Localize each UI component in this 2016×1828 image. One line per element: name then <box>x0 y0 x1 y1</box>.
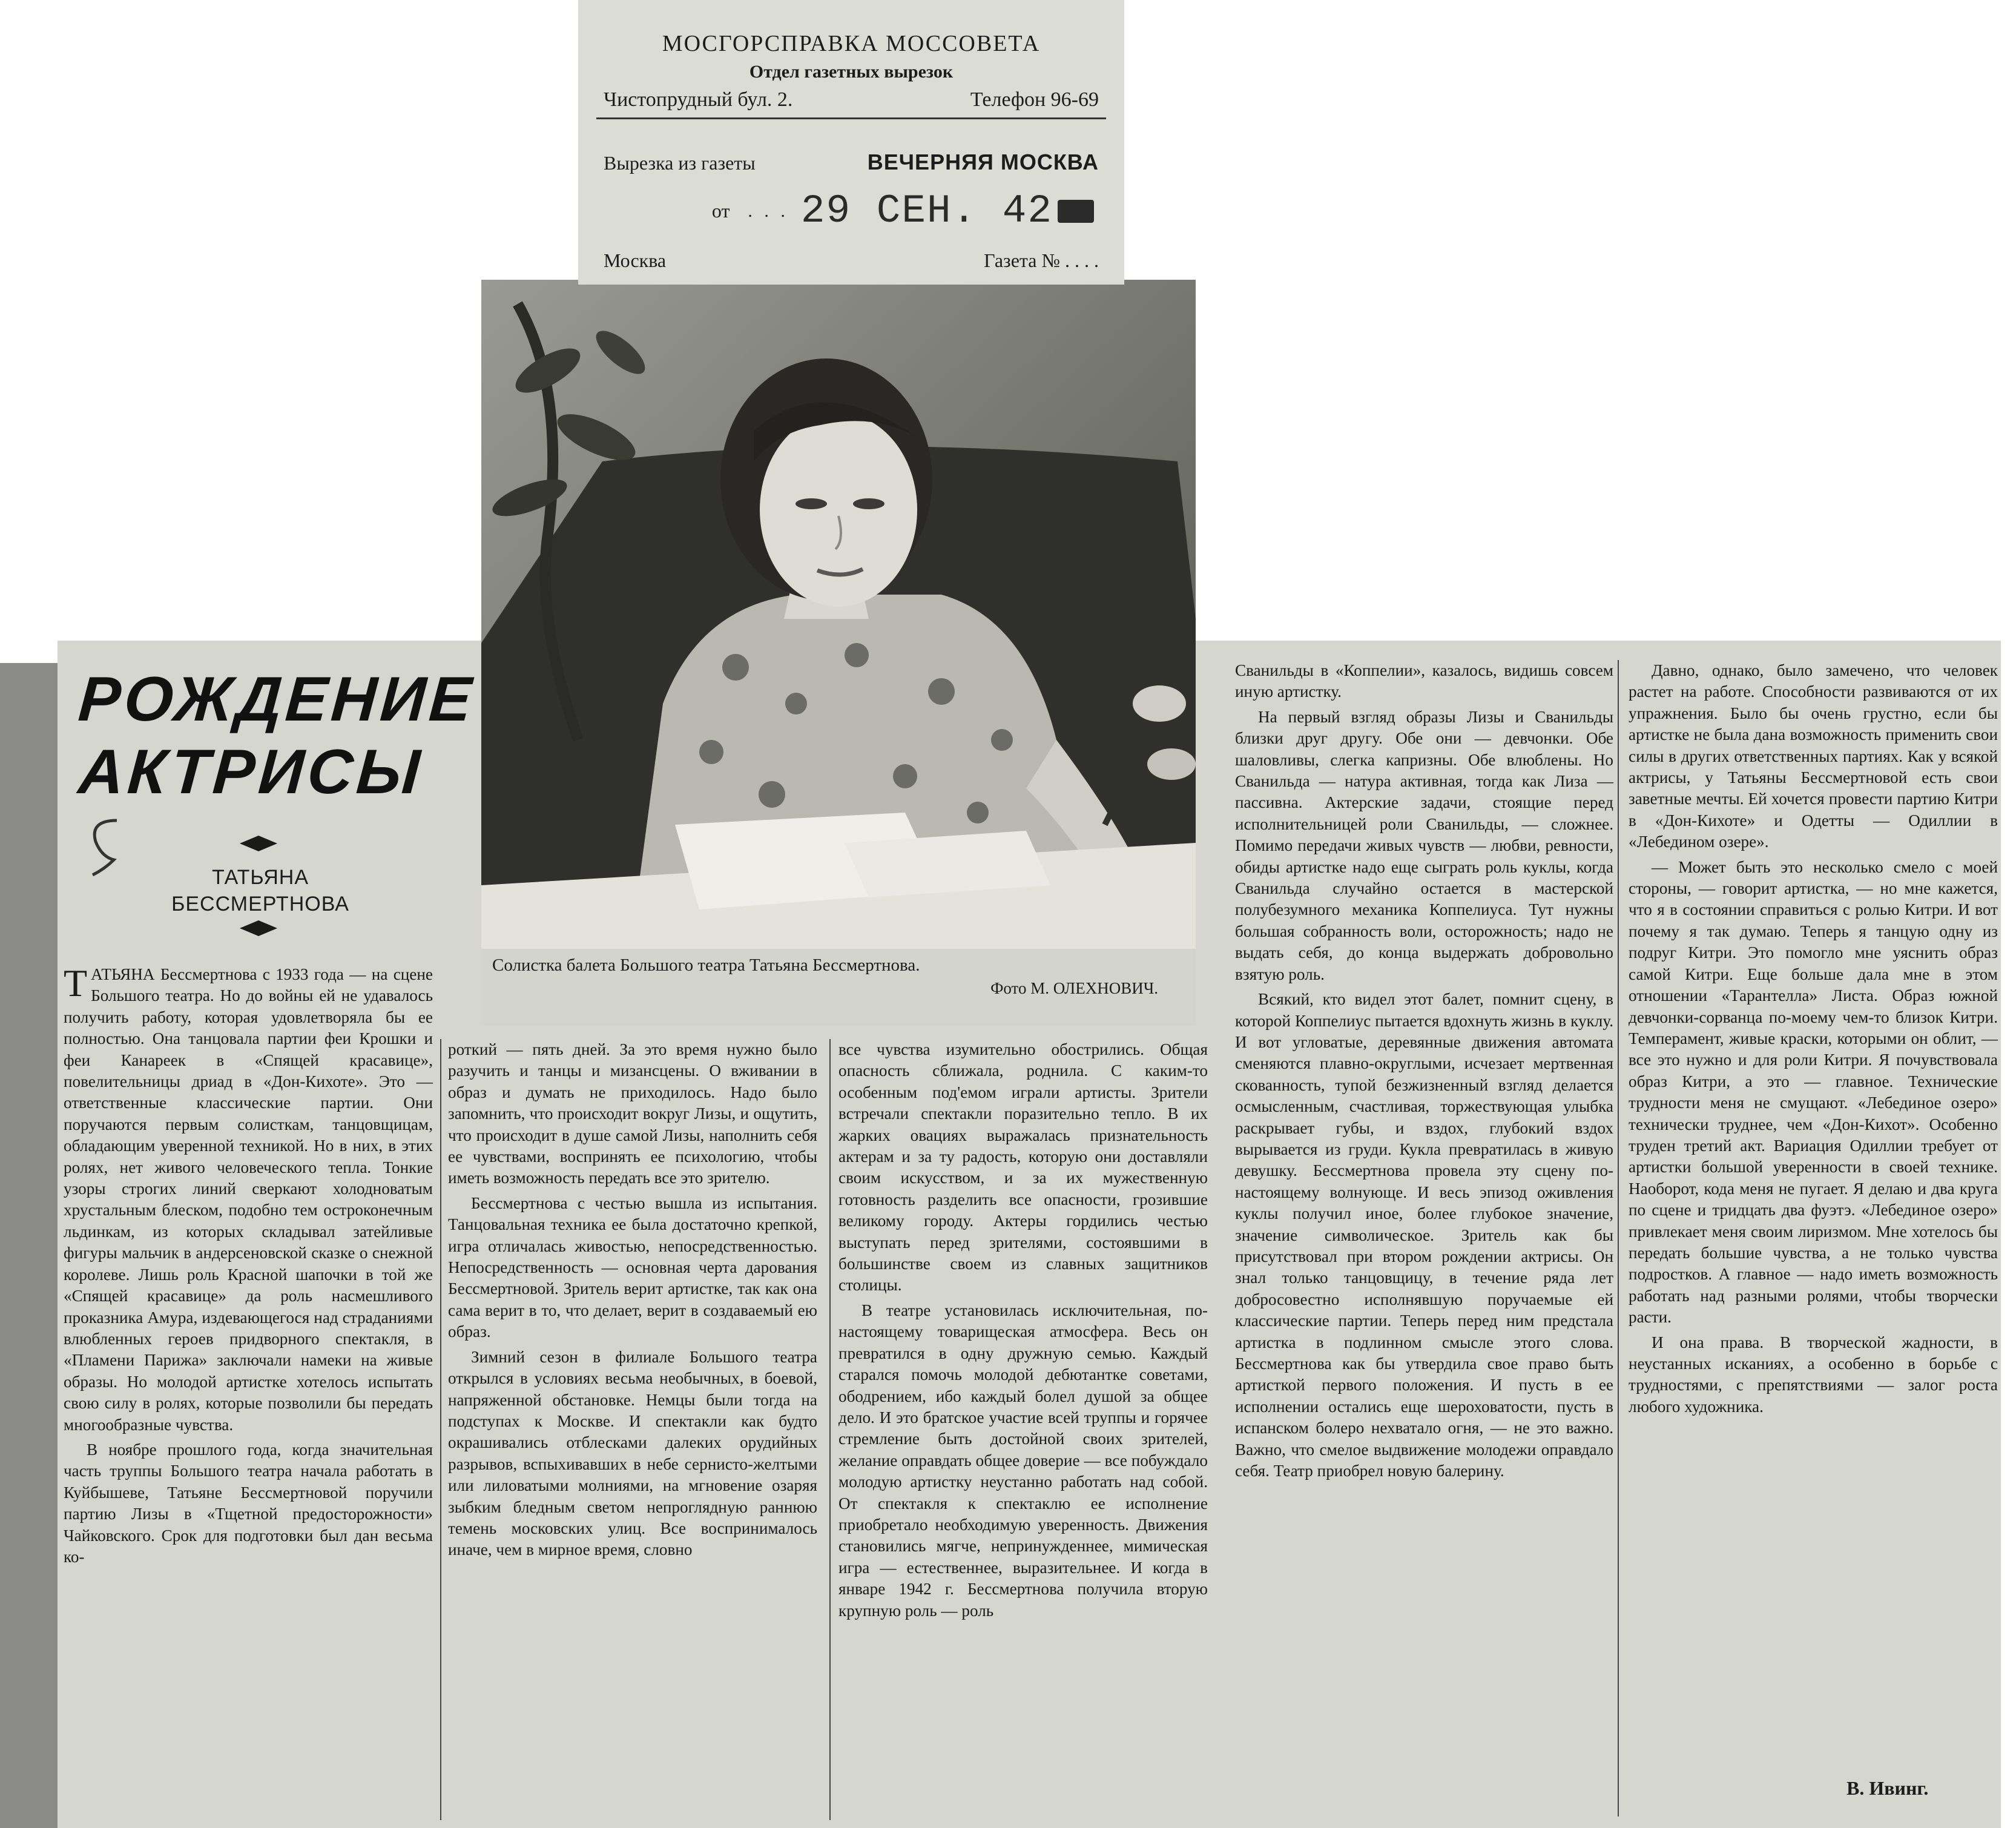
paragraph: роткий — пять дней. За это время нужно было разучить и танцы и мизансцены. О вживании в образ и думать не приходилось. Надо было запомнить, что происходит вокруг Лизы, и ощутить, что происходит в душе самой Лизы, наполнить себя ее чувствами, воспринять ее психологию, чтобы иметь возможность передать все это зрителю. <box>448 1040 817 1187</box>
article-signature: В. Ивинг. <box>1846 1777 1929 1799</box>
diamond-ornament-icon <box>240 920 277 936</box>
paragraph-text: АТЬЯНА Бессмертнова с 1933 года — на сцене Большого театра. Но до войны ей не удавалось получить работу, которая удовлетворяла бы ее полностью. Она танцовала партии феи Крошки и феи Канареек в «Спящей красавице», повелительницы дриад в «Дон-Кихоте». Это — ответственные классические партии. Они поручаются первым солисткам, танцовщицам, обладающим уверенной техникой. Но в них, в этих ролях, нет живого человеческого тепла. Тонкие узоры строгих линий сверкают холодноватым хрустальным блеском, подобно тем остроконечным льдинкам, из которых складывал затейливые фигуры мальчик в андерсеновской сказке о снежной королеве. Лишь роль Красной шапочки в той же «Спящей красавице» да роль насмешливого проказника Амура, издевающегося над страданиями влюбленных героев придворного спектакля, в «Пламени Парижа» заключали намеки на живые образы. Но молодой артистке хотелось испытать свою силу в ролях, которые позволили бы передать многообразные чувства. <box>64 965 433 1434</box>
article-headline-block <box>76 663 478 948</box>
clipping-label: Вырезка из газеты <box>604 152 756 174</box>
portrait-image-icon <box>481 280 1196 949</box>
date-label: от <box>711 200 730 222</box>
scan-edge <box>0 663 61 1828</box>
date-dots: . . . <box>748 200 789 221</box>
caption-text: Солистка балета Большого театра Татьяна Бессмертнова. <box>492 955 920 975</box>
issue-field <box>984 249 1099 272</box>
author-last-name: БЕССМЕРТНОВА <box>171 893 349 916</box>
column-rule <box>1618 660 1619 1816</box>
city-issue-row <box>596 249 1106 272</box>
paragraph: Сванильды в «Коппелии», казалось, видишь совсем иную артистку. <box>1235 661 1613 701</box>
paragraph: Давно, однако, было замечено, что человек растет на работе. Способности развиваются от их упражнения. Было бы очень грустно, если бы артистке не была дана возможность применить свои силы в других ответственных партиях. Как у всякой актрисы, у Татьяны Бессмертновой есть свои заветные мечты. Ей хочется провести партию Китри в «Дон-Кихоте» и Одетты — Одиллии в «Лебедином озере». <box>1629 661 1998 851</box>
article-column-4 <box>1235 660 1613 1485</box>
paragraph: В ноябре прошлого года, когда значительная часть труппы Большого театра начала работать в Куйбышеве, Татьяне Бессмертновой поручили партию Лизы в «Тщетной предосторожности» Чайковского. Срок для подготовки был дан весьма ко- <box>64 1440 433 1566</box>
ink-blot <box>1058 200 1094 223</box>
photo-credit: Фото М. ОЛЕХНОВИЧ. <box>990 979 1158 997</box>
headline-line-2: АКТРИСЫ <box>76 737 426 807</box>
address-row <box>596 88 1106 119</box>
author-first-name: ТАТЬЯНА <box>212 866 309 889</box>
paragraph: Зимний сезон в филиале Большого театра открылся в условиях весьма необычных, в боевой, напряженной обстановке. Немцы были тогда на подступах к Москве. И спектакли как будто окрашивались отблесками далеких орудийных разрывов, вспыхивавших в небе сернисто-желтыми или лиловатыми молниями, на мгновение озаряя зыбким бледным светом непроглядную раннюю темень московских улиц. Все воспринималось иначе, чем в мирное время, словно <box>448 1347 817 1559</box>
article-column-5 <box>1629 660 1998 1421</box>
paragraph: Всякий, кто видел этот балет, помнит сцену, в которой Коппелиус пытается вдохнуть жизнь в куклу. И вот угловатые, деревянные движения автомата сменяются плавно-округлыми, исчезает мертвенная скованность, тупой безжизненный взгляд делается осмысленным, счастливая, торжествующая улыбка раскрывает губы, и вздох, глубокий вздох вырывается из груди. Кукла превратилась в живую девушку. Бессмертнова провела эту сцену по-настоящему волнующе. И весь эпизод оживления куклы получил иное, более глубокое значение, значение символическое. Зритель как бы присутствовал при втором рождении актрисы. Он знал только танцовщицу, в течение ряда лет добросовестно исполнявшую поручаемые ей классические партии. Теперь перед ним предстала артистка в подлинном смысле этого слова. Бессмертнова как бы утвердила свое право быть артисткой первого положения. И пусть в ее исполнении остались еще шероховатости, пусть в испанском болеро нехватало огня, — не это важно. Важно, что смелое выдвижение молодежи оправдало себя. Театр приобрел новую балерину. <box>1235 990 1613 1480</box>
headline-line-1: РОЖДЕНИЕ <box>76 664 478 734</box>
diamond-ornament-icon <box>240 836 277 851</box>
portrait-photo <box>481 280 1196 949</box>
drop-cap: Т <box>64 962 88 1005</box>
paragraph: На первый взгляд образы Лизы и Сванильды близки друг другу. Обе они — девчонки. Обе шаловливы, слегка капризны. Обе влюблены. Но Сванильда — натура активная, тогда как Лиза — пассивна. Актерские задачи, стоящие перед исполнительницей роли Сванильды, — сложнее. Помимо передачи живых чувств — любви, ревности, обиды артистке надо еще сыграть роль куклы, когда Сванильда случайно остается в мастерской полубезумного механика Коппелиуса. Тут нужны большая собранность воли, осторожность; надо не выдать себя, до конца выдержать добровольно взятую роль. <box>1235 707 1613 983</box>
column-rule <box>440 1039 441 1820</box>
paragraph: все чувства изумительно обострились. Общая опасность сближала, роднила. С каким-то особенным под'емом играли артисты. Зрители встречали спектакли поразительно тепло. В их жарких овациях выражалась признательность актерам и за ту радость, которую они доставляли своим искусством, и за их мужественную готовность разделить все опасности, грозившие великому городу. Актеры гордились честью выступать перед зрителями, состоявшими в большинстве своем из славных защитников столицы. <box>838 1040 1208 1295</box>
handwritten-mark-icon <box>84 814 126 881</box>
date-row <box>596 188 1106 234</box>
photo-panel <box>481 280 1196 1026</box>
paragraph: Бессмертнова с честью вышла из испытания. Танцовальная техника ее была достаточно крепкой, игра отличалась живостью, непосредственностью. Непосредственность — основная черта дарования Бессмертновой. Зритель верит артистке, так как она сама верит в то, что делает, верит в создаваемый ею образ. <box>448 1193 817 1341</box>
department-name: Отдел газетных вырезок <box>749 62 954 82</box>
article-column-2 <box>448 1039 817 1565</box>
address: Чистопрудный бул. 2. <box>604 88 793 111</box>
paragraph: В театре установилась исключительная, по-настоящему товарищеская атмосфера. Весь он превратился в одну дружную семью. Каждый старался помочь молодой дебютантке советами, ободрением, ибо каждый болел душой за общее дело. И это братское участие всей труппы и горячее стремление быть достойной своих зрителей, желание оправдать общее доверие — все побуждало молодую артистку неустанно работать над собой. От спектакля к спектаклю ее исполнение приобретало необходимую уверенность. Движения становились мягче, непринужденнее, мимическая игра — естественнее, выразительнее. И когда в январе 1942 г. Бессмертнова получила вторую крупную роль — роль <box>838 1301 1208 1620</box>
article-column-1 <box>64 964 433 1571</box>
city: Москва <box>604 249 667 271</box>
date-stamp: 29 СЕН. 42 <box>800 188 1053 234</box>
issue-dots: . . . . <box>1065 249 1099 271</box>
clipping-source-row <box>596 150 1106 175</box>
article-column-3 <box>838 1039 1208 1625</box>
phone: Телефон 96-69 <box>970 88 1099 111</box>
newspaper-name: ВЕЧЕРНЯЯ МОСКВА <box>867 150 1099 174</box>
article-author <box>157 864 363 917</box>
photo-caption <box>492 955 1182 998</box>
paragraph: — Может быть это несколько смело с моей стороны, — говорит артистка, — но мне кажется, что я в состоянии справиться с ролью Китри. И вот почему я так думаю. Теперь я танцую одну из подруг Китри. Это помогло мне уяснить образ самой Китри. Еще больше дала мне в этом отношении «Тарантелла» Листа. Образ южной девчонки-сорванца по-моему чем-то близок Китри. Темперамент, живые краски, которыми он облит, — все это нужно и для роли Китри. Я почувствовала образ Китри, а это — главное. Технические трудности меня не смущают. «Лебединое озеро» технически труднее, чем «Дон-Кихот». Особенно труден третий акт. Вариация Одиллии требует от артистки большой уверенности в своей технике. Наоборот, кода меня не пугает. Я делаю и два круга по сцене и тридцать два фуэтэ. «Лебединое озеро» привлекает меня своим лиризмом. Мне хотелось бы передать большие чувства, а не только чувства подростков. А главное — надо иметь возможность работать над разными ролями, чтобы творчески расти. <box>1629 857 1998 1327</box>
agency-name: МОСГОРСПРАВКА МОССОВЕТА <box>662 31 1041 56</box>
clipping-header-slip <box>578 0 1124 285</box>
paragraph: И она права. В творческой жадности, в неустанных исканиях, а особенно в борьбе с трудностями, с препятствиями — залог роста любого художника. <box>1629 1333 1998 1416</box>
column-rule <box>829 1039 831 1820</box>
paragraph <box>64 964 433 1436</box>
issue-label: Газета № <box>984 249 1060 271</box>
